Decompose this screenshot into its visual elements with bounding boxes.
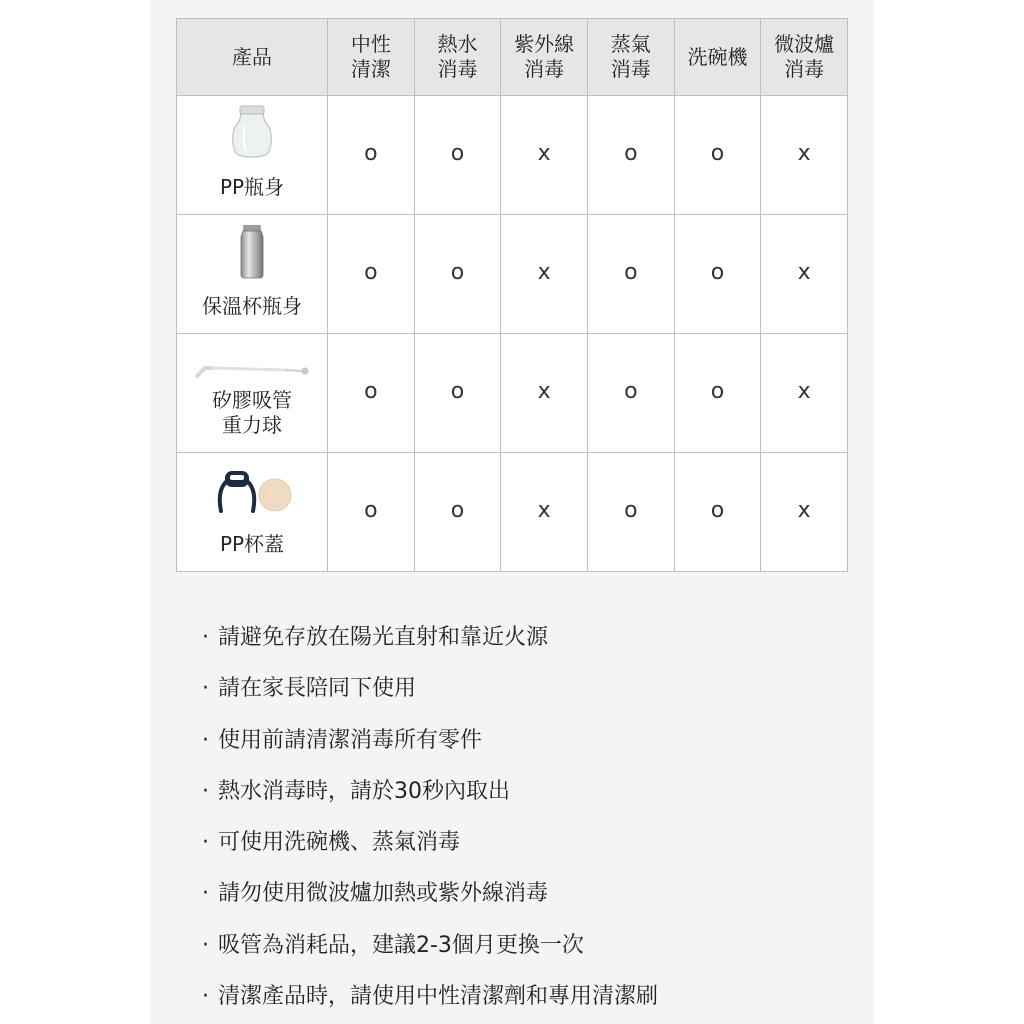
product-cell [177, 96, 328, 215]
mark-x: x [797, 259, 811, 285]
mark-cell [414, 334, 501, 453]
table-row [177, 453, 848, 572]
product-name: 矽膠吸管 重力球 [212, 388, 292, 437]
note-item: · 請避免存放在陽光直射和靠近火源 [202, 612, 842, 663]
header-microwave-sterilize: 微波爐 消毒 [761, 19, 848, 96]
table-row [177, 215, 848, 334]
table-row [177, 96, 848, 215]
mark-cell [328, 215, 415, 334]
note-item: · 熱水消毒時，請於30秒內取出 [202, 766, 842, 817]
mark-o: o [624, 378, 638, 404]
bullet-dot: · [202, 881, 209, 907]
mark-cell [761, 215, 848, 334]
mark-cell [501, 96, 588, 215]
mark-o: o [364, 140, 378, 166]
mark-o: o [450, 259, 465, 285]
header-dishwasher: 洗碗機 [674, 19, 761, 96]
mark-cell [501, 334, 588, 453]
mark-cell [674, 215, 761, 334]
mark-cell [761, 96, 848, 215]
header-hot-water-sterilize: 熱水 消毒 [414, 19, 501, 96]
cleaning-compatibility-table [176, 18, 848, 572]
mark-x: x [797, 140, 811, 166]
bullet-dot: · [202, 625, 209, 650]
bullet-dot: · [202, 932, 209, 958]
mark-o: o [624, 497, 638, 523]
note-item: · 可使用洗碗機、蒸氣消毒 [202, 817, 842, 868]
mark-cell [674, 453, 761, 572]
header-steam-sterilize: 蒸氣 消毒 [587, 19, 674, 96]
mark-o: o [710, 140, 725, 166]
mark-x: x [537, 378, 551, 404]
note-item: · 請勿使用微波爐加熱或紫外線消毒 [202, 868, 842, 919]
note-item: · 吸管為消耗品，建議2-3個月更換一次 [202, 920, 842, 971]
mark-o: o [364, 497, 378, 523]
product-name: 保溫杯瓶身 [202, 294, 302, 318]
mark-cell [328, 334, 415, 453]
mark-cell [761, 453, 848, 572]
mark-cell [587, 334, 674, 453]
mark-o: o [364, 259, 378, 285]
note-item: · 使用前請清潔消毒所有零件 [202, 715, 842, 766]
mark-x: x [797, 378, 811, 404]
mark-cell [761, 334, 848, 453]
bullet-dot: · [202, 676, 209, 702]
mark-o: o [710, 259, 725, 285]
product-name: PP瓶身 [219, 175, 285, 199]
mark-cell [414, 96, 501, 215]
mark-o: o [450, 378, 465, 404]
header-neutral-cleaning: 中性 清潔 [328, 19, 415, 96]
product-cell [177, 215, 328, 334]
care-notes-list [202, 612, 842, 1022]
pp-bottle-icon [177, 104, 327, 160]
bullet-dot: · [202, 830, 209, 856]
care-sheet [150, 0, 874, 1024]
mark-cell [414, 453, 501, 572]
compatibility-table-wrap [176, 18, 848, 572]
mark-o: o [624, 140, 638, 166]
pp-cup-lid-icon [177, 461, 327, 517]
thermos-bottle-icon [177, 223, 327, 279]
mark-o: o [450, 140, 465, 166]
table-header-row [177, 19, 848, 96]
mark-cell [328, 453, 415, 572]
product-name: PP杯蓋 [219, 532, 285, 556]
header-product: 產品 [177, 19, 328, 96]
mark-x: x [537, 140, 551, 166]
mark-cell [587, 453, 674, 572]
product-cell [177, 453, 328, 572]
mark-cell [587, 96, 674, 215]
mark-cell [674, 96, 761, 215]
bullet-dot: · [202, 727, 209, 753]
mark-cell [414, 215, 501, 334]
mark-x: x [537, 497, 551, 523]
mark-o: o [624, 259, 638, 285]
mark-cell [328, 96, 415, 215]
mark-o: o [710, 497, 725, 523]
header-uv-sterilize: 紫外線 消毒 [501, 19, 588, 96]
mark-o: o [710, 378, 725, 404]
note-item: · 清潔產品時，請使用中性清潔劑和專用清潔刷 [202, 971, 842, 1022]
bullet-dot: · [202, 984, 209, 1010]
mark-x: x [537, 259, 551, 285]
mark-o: o [450, 497, 465, 523]
product-cell [177, 334, 328, 453]
mark-x: x [797, 497, 811, 523]
bullet-dot: · [202, 778, 209, 804]
mark-cell [501, 215, 588, 334]
mark-cell [674, 334, 761, 453]
table-row [177, 334, 848, 453]
mark-cell [587, 215, 674, 334]
mark-o: o [364, 378, 378, 404]
note-item: · 請在家長陪同下使用 [202, 663, 842, 714]
mark-cell [501, 453, 588, 572]
